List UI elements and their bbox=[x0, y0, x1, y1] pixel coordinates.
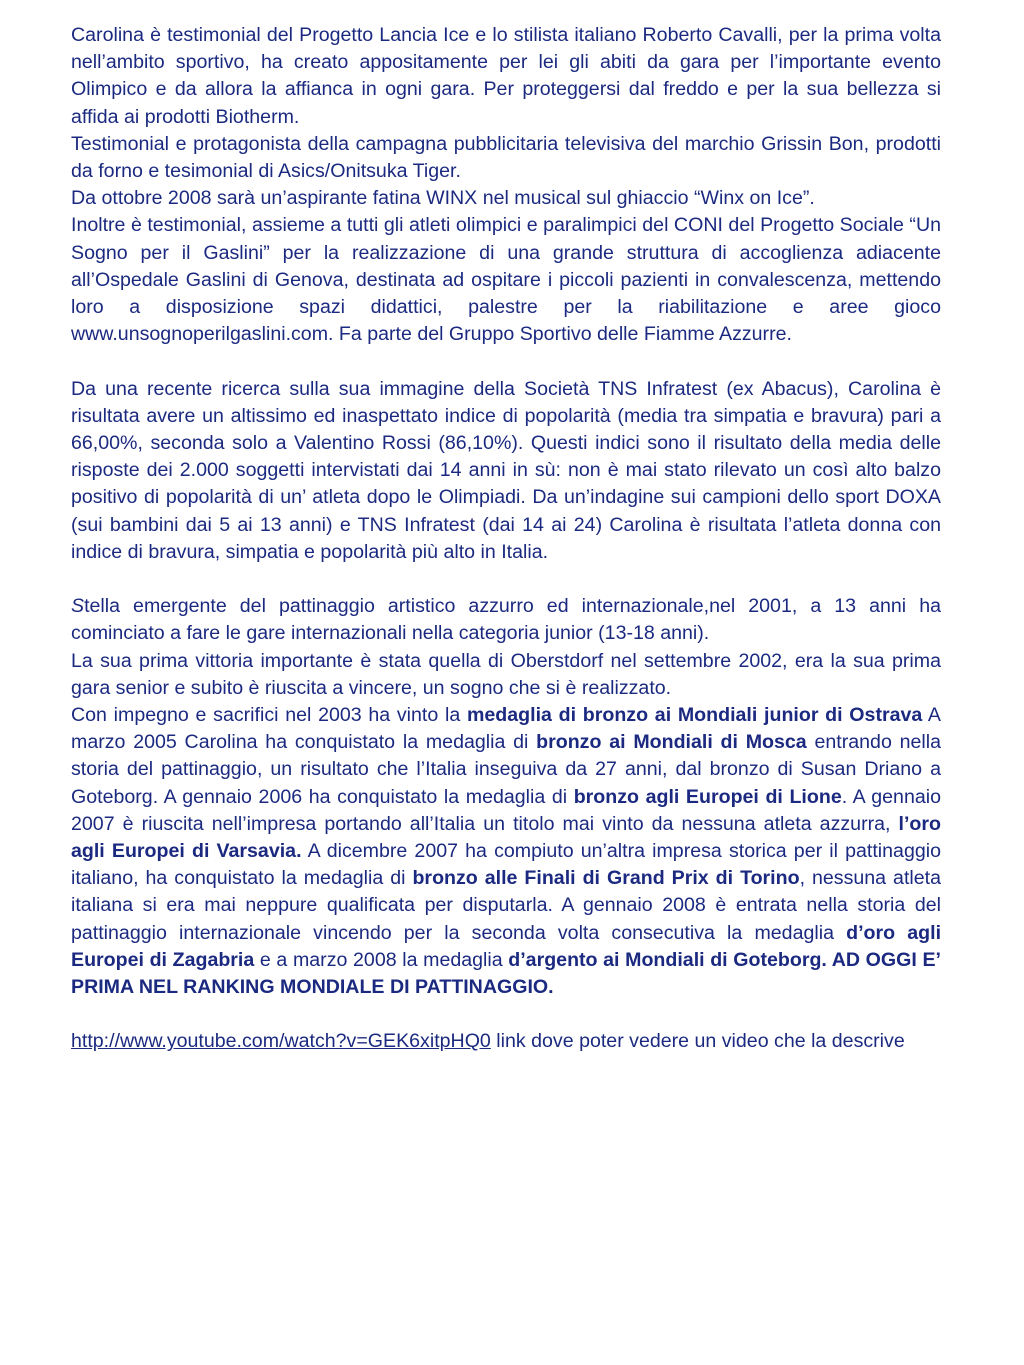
medals-text: . A gennaio 2007 è riuscita nell’impresa portando all’Italia un titolo mai vinto da nessuna atleta azzurra, bbox=[71, 785, 941, 835]
medals-text: A dicembre 2007 ha compiuto un’altra impresa storica per il pattinaggio italiano, ha conquistato la medaglia di bbox=[71, 840, 941, 890]
rising-star-text: tella emergente del pattinaggio artistico azzurro ed internazionale,nel 2001, a 13 anni ha cominciato a fare le gare internazionali nella categoria junior (13-18 anni). bbox=[71, 595, 941, 645]
paragraph-spacer bbox=[71, 1001, 941, 1028]
paragraph-first-victory: La sua prima vittoria importante è stata quella di Oberstdorf nel settembre 2002, era la sua prima gara senior e subito è riuscita a vincere, un sogno che si è realizzato. bbox=[71, 649, 941, 699]
initial-letter: S bbox=[71, 595, 85, 618]
document-page bbox=[71, 22, 941, 1056]
medals-text: , nessuna atleta italiana si era mai neppure qualificata per disputarla. A gennaio 2008 è entrata nella storia del pattinaggio internazionale vincendo per la seconda volta consecutiva la medaglia bbox=[71, 867, 941, 944]
paragraph-popularity-research: Da una recente ricerca sulla sua immagine della Società TNS Infratest (ex Abacus), Carolina è risultata avere un altissimo ed inaspettato indice di popolarità (media tra simpatia e bravura) pari a 66,00%, seconda solo a Valentino Rossi (86,10%). Questi indici sono il risultato della media delle risposte dei 2.000 soggetti intervistati dai 14 anni in sù: non è mai stato rilevato un così alto balzo positivo di popolarità di un’ atleta dopo le Olimpiadi. Da un’indagine sui campioni dello sport DOXA (sui bambini dai 5 ai 13 anni) e TNS Infratest (dai 14 ai 24) Carolina è risultata l’atleta donna con indice di bravura, simpatia e popolarità più alto in Italia. bbox=[71, 377, 941, 563]
paragraph-gaslini: Inoltre è testimonial, assieme a tutti gli atleti olimpici e paralimpici del CONI del Progetto Sociale “Un Sogno per il Gaslini” per la realizzazione di una grande struttura di accoglienza adiacente all’Ospedale Gaslini di Genova, destinata ad ospitare i piccoli pazienti in convalescenza, mettendo loro a disposizione spazi didattici, palestre per la riabilitazione e aree gioco www.unsognoperilgaslini.com. Fa parte del Gruppo Sportivo delle Fiamme Azzurre. bbox=[71, 214, 941, 346]
medal-gold-varsavia: l’oro agli Europei di Varsavia. bbox=[71, 812, 941, 863]
paragraph-spacer bbox=[71, 348, 941, 375]
medals-text: e a marzo 2008 la medaglia bbox=[254, 948, 509, 971]
medals-text: A marzo 2005 Carolina ha conquistato la medaglia di bbox=[71, 704, 942, 754]
paragraph-lancia-ice: Carolina è testimonial del Progetto Lancia Ice e lo stilista italiano Roberto Cavalli, per la prima volta nell’ambito sportivo, ha creato appositamente per lei gli abiti da gara per l’importante evento Olimpico e da allora la affianca in ogni gara. Per proteggersi dal freddo e per la sua bellezza si affida ai prodotti Biotherm. bbox=[71, 24, 941, 128]
medal-gold-zagabria: d’oro agli Europei di Zagabria bbox=[71, 921, 942, 971]
medals-text: entrando nella storia del pattinaggio, un risultato che l’Italia inseguiva da 27 anni, dal bronzo di Susan Driano a Goteborg. A gennaio 2006 ha conquistato la medaglia di bbox=[71, 731, 942, 808]
medal-bronze-ostrava: medaglia di bronzo ai Mondiali junior di Ostrava bbox=[466, 704, 923, 727]
youtube-link[interactable]: http://www.youtube.com/watch?v=GEK6xitpHQ0 bbox=[71, 1030, 491, 1053]
medal-bronze-torino: bronzo alle Finali di Grand Prix di Torino bbox=[412, 867, 800, 890]
paragraph-medals bbox=[71, 702, 941, 1001]
medal-silver-goteborg-ranking: d’argento ai Mondiali di Goteborg. AD OGGI E’ PRIMA NEL RANKING MONDIALE DI PATTINAGGIO. bbox=[71, 948, 941, 999]
medals-text: Con impegno e sacrifici nel 2003 ha vinto la bbox=[71, 704, 467, 727]
medal-bronze-lione: bronzo agli Europei di Lione bbox=[573, 785, 842, 808]
paragraph-winx-on-ice: Da ottobre 2008 sarà un’aspirante fatina WINX nel musical sul ghiaccio “Winx on Ice”. bbox=[71, 187, 815, 210]
medal-bronze-mosca: bronzo ai Mondiali di Mosca bbox=[536, 731, 807, 754]
paragraph-rising-star bbox=[71, 593, 941, 647]
video-link-description: link dove poter vedere un video che la descrive bbox=[490, 1030, 905, 1053]
paragraph-grissin-bon: Testimonial e protagonista della campagna pubblicitaria televisiva del marchio Grissin Bon, prodotti da forno e tesimonial di Asics/Onitsuka Tiger. bbox=[71, 132, 941, 183]
paragraph-spacer bbox=[71, 566, 941, 593]
paragraph-video-link bbox=[71, 1028, 941, 1055]
